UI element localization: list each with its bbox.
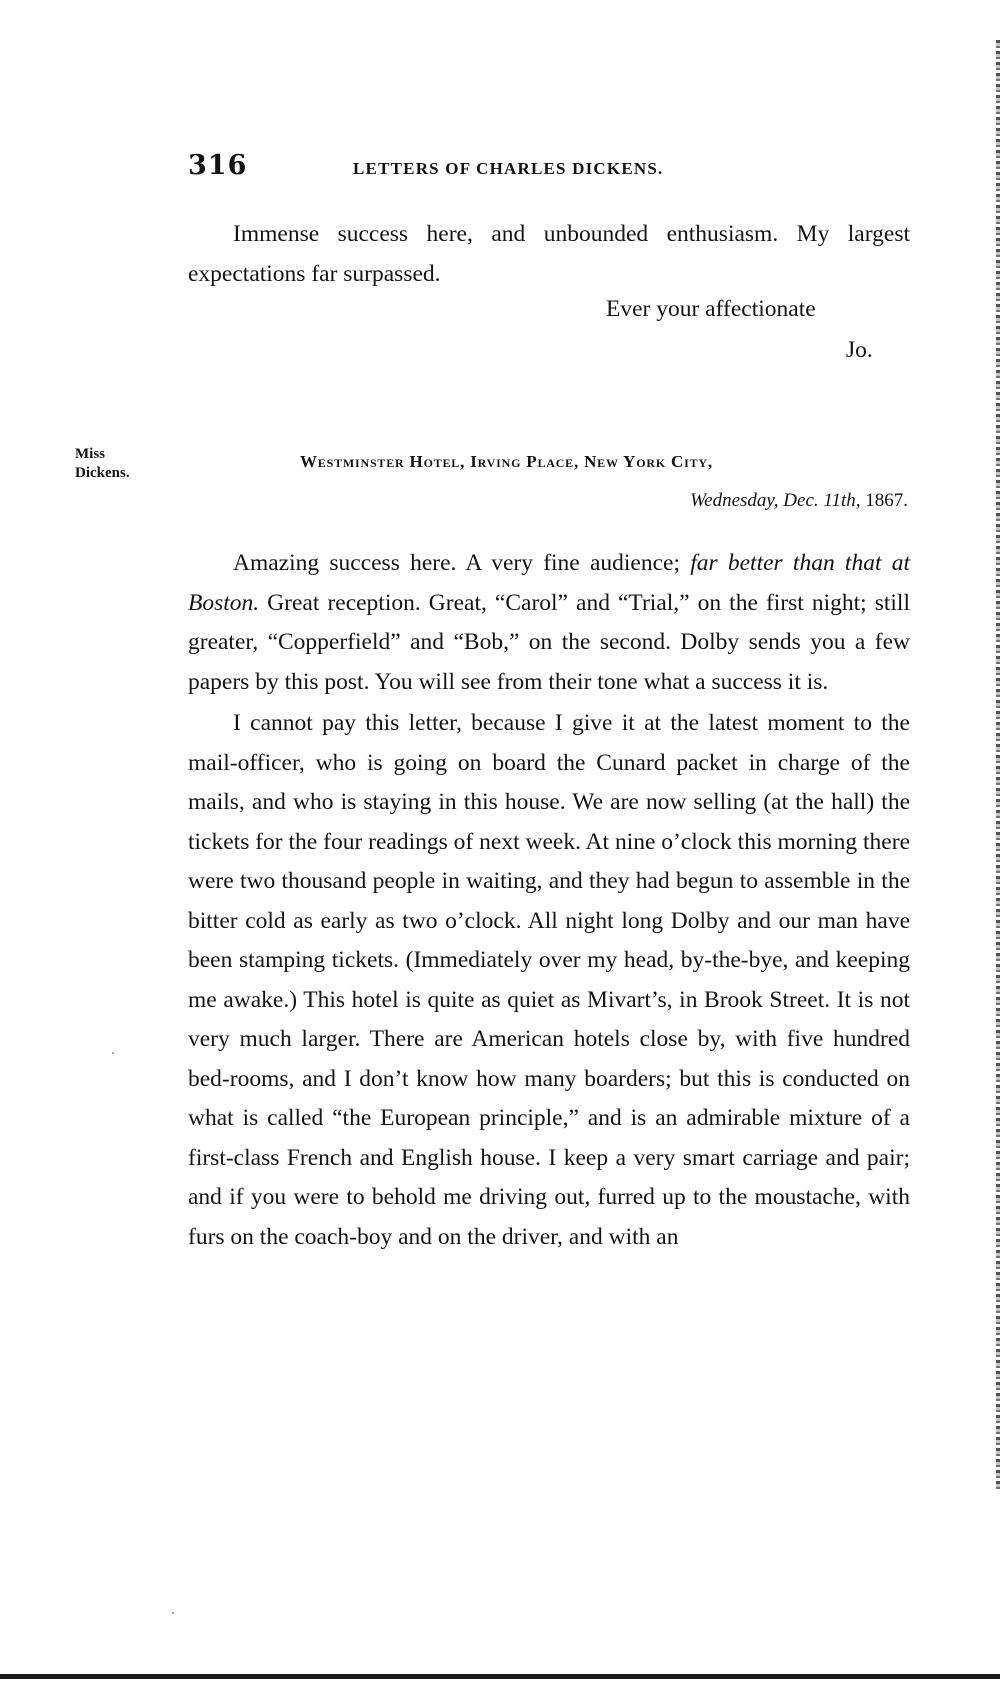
paragraph-text: Amazing success here. A very fine audience; [233,550,691,576]
paragraph-italic: far better than that at Boston. [188,550,910,616]
letter-one-signature: Jo. [846,337,873,363]
page-edge-scan-artifact [996,40,1000,1490]
scan-speck [172,1612,174,1614]
letter-one-closing: Ever your affectionate [606,296,816,322]
paragraph-text: Great reception. Great, “Carol” and “Trial,” on the first night; still greater, “Copperfield” and “Bob,” on the second. Dolby sends you a few papers by this post. You will see from their tone what a success it is. [188,589,910,695]
letter-address: Westminster Hotel, Irving Place, New York City, [300,452,713,471]
letter-two-body [188,544,910,1257]
scan-speck [112,1052,114,1054]
margin-note-recipient [75,445,130,483]
page-number: 316 [188,150,248,181]
margin-note-line: Dickens. [75,465,130,481]
letter-one-paragraph: Immense success here, and unbounded enthusiasm. My largest expectations far surpassed. [188,221,910,287]
scan-bottom-edge [0,1674,1000,1679]
letter-one-body [188,215,910,294]
letter-dateline [690,490,908,512]
letter-two-paragraph-2: I cannot pay this letter, because I give it at the latest moment to the mail-officer, who is going on board the Cunard packet in charge of the mails, and who is staying in this house. We are now selling (at the hall) the tickets for the four readings of next week. At nine o’clock this morning there were two thousand people in waiting, and they had begun to assemble in the bitter cold as early as two o’clock. All night long Dolby and our man have been stamping tickets. (Immediately over my head, by-the-bye, and keeping me awake.) This hotel is quite as quiet as Mivart’s, in Brook Street. It is not very much larger. There are American hotels close by, with five hundred bed-rooms, and I don’t know how many boarders; but this is conducted on what is called “the European principle,” and is an admirable mixture of a first-class French and English house. I keep a very smart carriage and pair; and if you were to behold me driving out, furred up to the moustache, with furs on the coach-boy and on the driver, and with an [188,710,910,1250]
running-title: LETTERS OF CHARLES DICKENS. [353,159,664,178]
margin-note-line: Miss [75,446,105,462]
letter-two-paragraph-1 [188,544,910,702]
date-weekday: Wednesday, Dec. 11th, [690,490,861,511]
page-header [188,150,908,190]
date-year: 1867. [865,490,908,511]
